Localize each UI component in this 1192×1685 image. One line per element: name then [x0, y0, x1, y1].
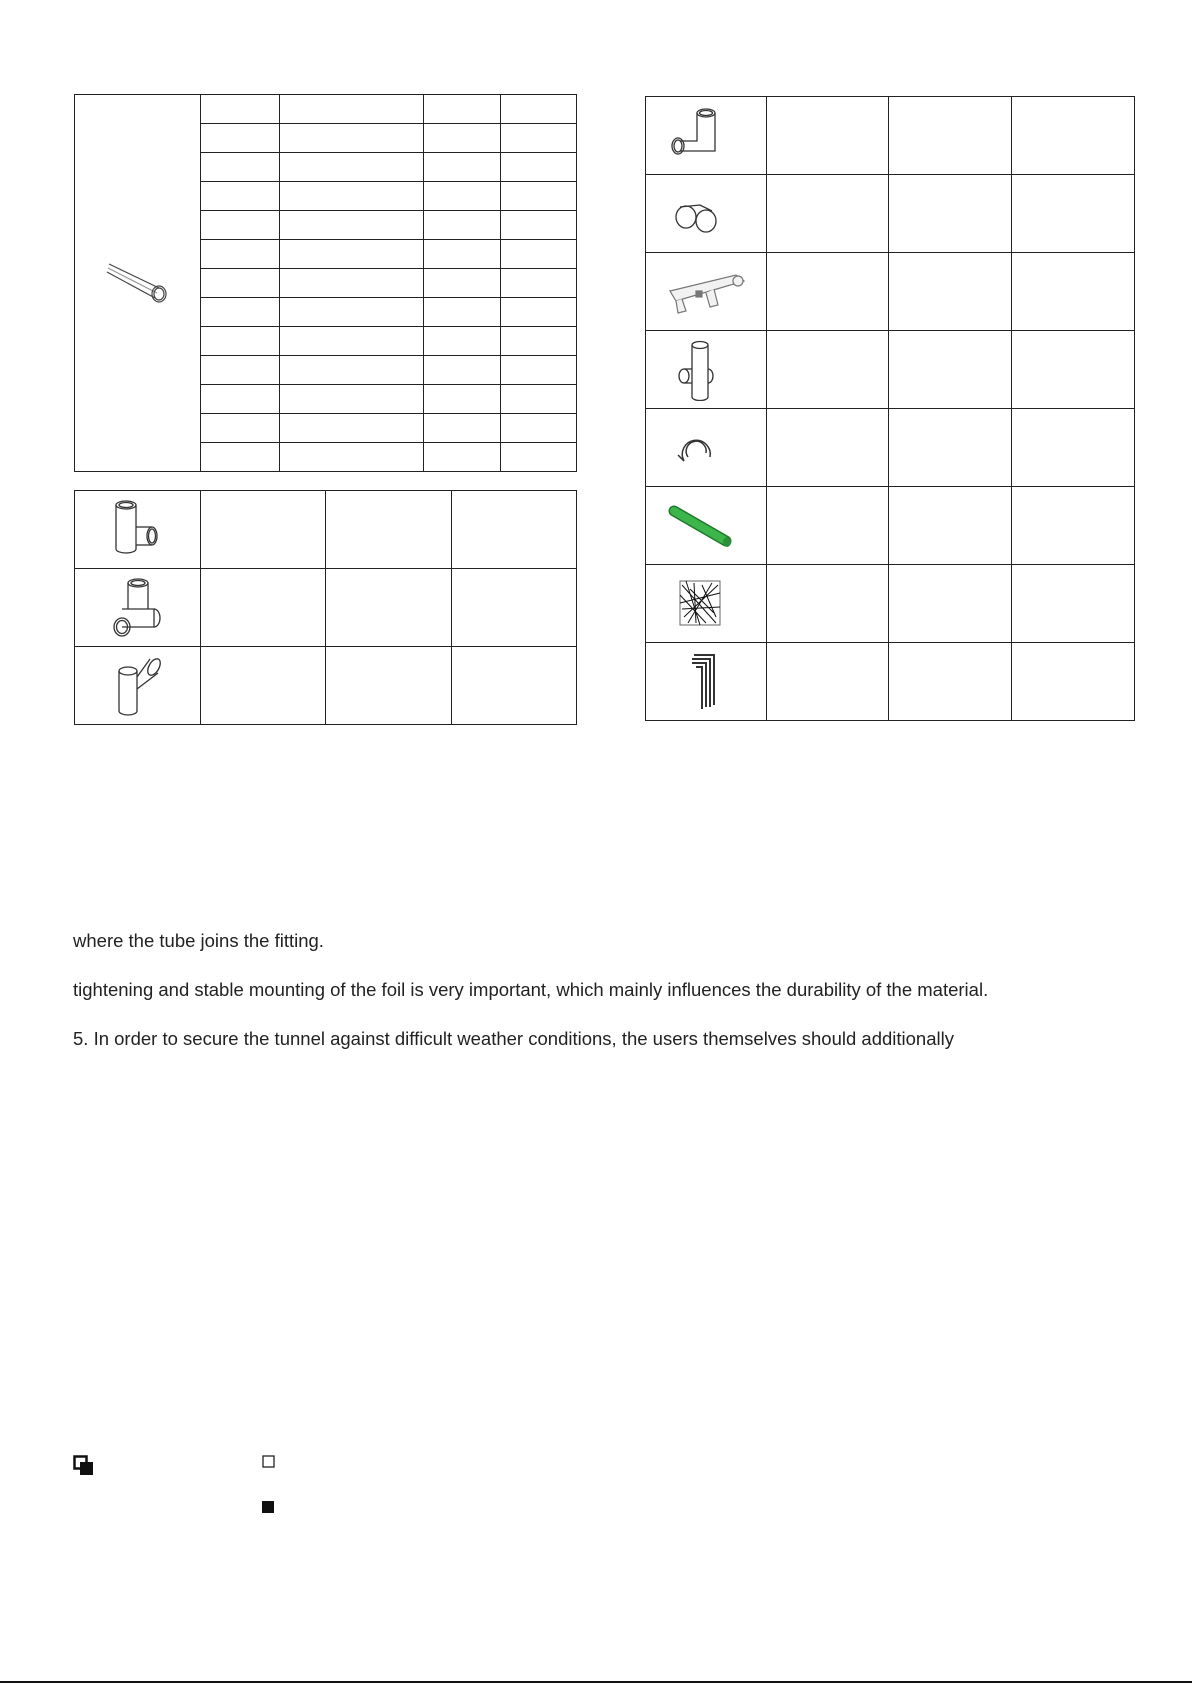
tube-icon — [103, 258, 173, 308]
hex-keys-cell — [646, 643, 767, 721]
table-row — [75, 569, 577, 647]
table-row — [75, 95, 577, 124]
filled-square-icon — [261, 1500, 275, 1514]
table-row — [646, 487, 1135, 565]
clip-icon — [666, 417, 746, 479]
elbow-fitting-cell — [646, 97, 767, 175]
cross-fitting-cell — [646, 331, 767, 409]
tee-fitting-cell — [75, 491, 201, 569]
double-clamp-cell — [646, 175, 767, 253]
tube-cell — [75, 95, 201, 472]
cross-fitting-icon — [666, 339, 746, 401]
ground-anchor-cell — [646, 253, 767, 331]
green-rod-cell — [646, 487, 767, 565]
tee-fitting-icon — [108, 497, 168, 563]
table-row — [646, 97, 1135, 175]
y-fitting-cell — [75, 647, 201, 725]
mesh-net-cell — [646, 565, 767, 643]
cross-tee-fitting-cell — [75, 569, 201, 647]
table-row — [646, 331, 1135, 409]
footer-rule — [0, 1681, 1192, 1683]
overlap-squares-icon — [73, 1455, 95, 1477]
instruction-line-2: tightening and stable mounting of the foil is very important, which mainly influences the durability of the material. — [73, 979, 989, 1000]
fittings-table-left — [74, 490, 577, 725]
table-row — [646, 253, 1135, 331]
ground-anchor-icon — [666, 261, 746, 323]
table-row — [646, 409, 1135, 487]
instruction-line-3: 5. In order to secure the tunnel against difficult weather conditions, the users themselves should additionally — [73, 1028, 954, 1049]
clip-cell — [646, 409, 767, 487]
fittings-table-right — [645, 96, 1135, 721]
tube-lengths-table — [74, 94, 577, 472]
y-fitting-icon — [108, 653, 168, 719]
table-row — [646, 565, 1135, 643]
hex-keys-icon — [666, 651, 746, 713]
double-clamp-icon — [666, 183, 746, 245]
green-rod-icon — [666, 495, 746, 557]
mesh-net-icon — [666, 573, 746, 635]
table-row — [646, 175, 1135, 253]
elbow-fitting-icon — [666, 105, 746, 167]
empty-square-icon — [262, 1455, 276, 1469]
table-row — [75, 491, 577, 569]
instruction-line-1: where the tube joins the fitting. — [73, 930, 324, 951]
table-row — [75, 647, 577, 725]
table-row — [646, 643, 1135, 721]
cross-tee-fitting-icon — [108, 575, 168, 641]
